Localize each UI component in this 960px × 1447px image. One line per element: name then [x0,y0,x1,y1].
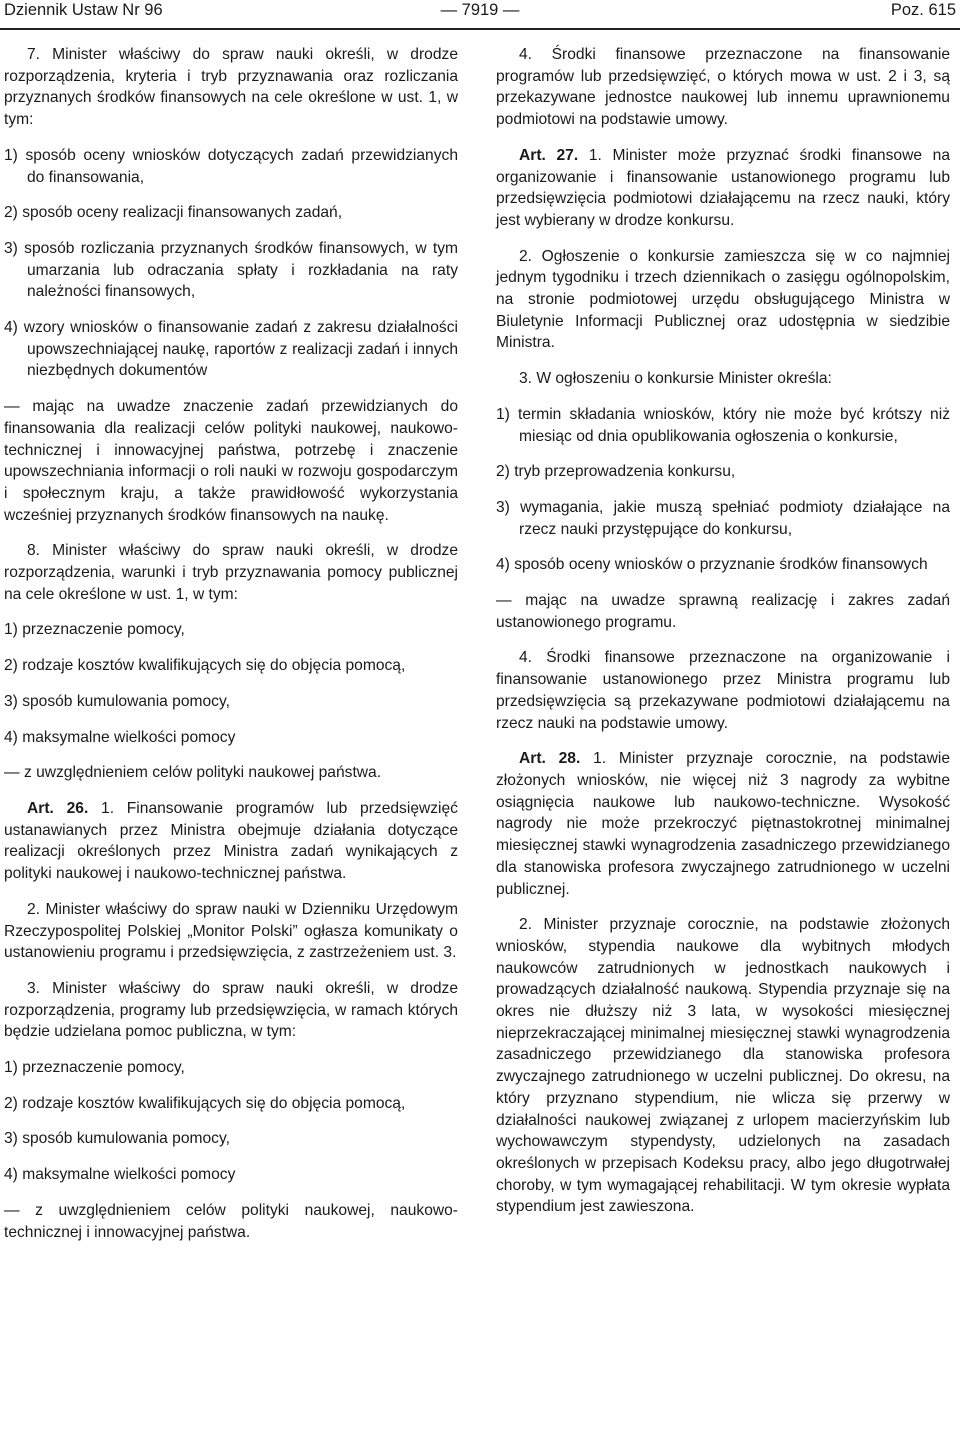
list-item: 3) sposób rozliczania przyznanych środków finansowych, w tym umarzania lub odraczania spłaty i rozkładania na raty należności finansowych, [4,239,458,301]
list-item: 1) przeznaczenie pomocy, [4,621,185,639]
article-28-label: Art. 28. [519,750,581,768]
article-27-label: Art. 27. [519,146,579,164]
list-item: 4) sposób oceny wniosków o przyznanie środków finansowych [496,556,928,574]
paragraph-8: 8. Minister właściwy do spraw nauki określi, w drodze rozporządzenia, warunki i tryb przyznawania pomocy publicznej na cele określone w ust. 1, w tym: [4,542,458,603]
article-26-paragraph-2: 2. Minister właściwy do spraw nauki w Dzienniku Urzędowym Rzeczypospolitej Polskiej „Monitor Polski” ogłasza komunikaty o ustanowieniu programu i przedsięwzięcia, z zastrzeżeniem ust. 3. [4,900,458,962]
left-column [4,44,458,1257]
list-item: 1) termin składania wniosków, który nie może być krótszy niż miesiąc od dnia opublikowania ogłoszenia o konkursie, [496,405,950,445]
dash-clause: — z uwzględnieniem celów polityki naukowej państwa. [4,762,458,784]
article-28-paragraph-1 [496,748,950,900]
list-item: 2) rodzaje kosztów kwalifikujących się do objęcia pomocą, [4,1094,406,1112]
page-header [0,0,960,28]
list-item: 1) przeznaczenie pomocy, [4,1059,185,1077]
list-item: 3) sposób kumulowania pomocy, [4,692,230,710]
article-27-text: 1. Minister może przyznać środki finansowe na organizowanie i finansowanie ustanowionego programu lub przedsięwzięcia podmiotowi działającemu na rzecz nauki, który jest wybierany w drodze konkursu. [496,146,950,229]
list-item: 3) wymagania, jakie muszą spełniać podmioty działające na rzecz nauki przystępujące do konkursu, [496,498,950,538]
position-number: Poz. 615 [890,1,956,19]
article-27-paragraph-3: 3. W ogłoszeniu o konkursie Minister określa: [519,370,832,388]
article-26-paragraph-4: 4. Środki finansowe przeznaczone na finansowanie programów lub przedsięwzięć, o których mowa w ust. 2 i 3, są przekazywane jednostce naukowej lub innemu uprawnionemu podmiotowi na podstawie umowy. [496,46,950,129]
list-item: 2) rodzaje kosztów kwalifikujących się do objęcia pomocą, [4,657,406,675]
list-item: 3) sposób kumulowania pomocy, [4,1130,230,1148]
list-item: 4) wzory wniosków o finansowanie zadań z zakresu działalności upowszechniającej naukę, raportów z realizacji zadań i innych niezbędnych dokumentów [4,319,458,380]
dash-clause: — mając na uwadze sprawną realizację i zakres zadań ustanowionego programu. [496,590,950,633]
article-27-paragraph-2: 2. Ogłoszenie o konkursie zamieszcza się w co najmniej jednym tygodniku i trzech dziennikach o zasięgu ogólnopolskim, na stronie podmiotowej urzędu obsługującego Ministra w Biuletynie Informacji Publicznej oraz udostępnia w siedzibie Ministra. [496,247,950,352]
paragraph-7: 7. Minister właściwy do spraw nauki określi, w drodze rozporządzenia, kryteria i tryb przyznawania oraz rozliczania przyznanych środków finansowych na cele określone w ust. 1, w tym: [4,46,458,129]
article-28-paragraph-2: 2. Minister przyznaje corocznie, na podstawie złożonych wniosków, stypendia naukowe dla wybitnych młodych naukowców zatrudnionych w jednostkach naukowych i prowadzących działalność naukową. Stypendia przyznaje się na okres nie dłuższy niż 3 lata, w wysokości miesięcznej nieprzekraczającej minimalnej miesięcznej stawki wynagrodzenia zasadniczego przewidzianego dla stanowiska profesora zwyczajnego zatrudnionego w uczelni publicznej. Do okresu, na który przyznano stypendium, nie wlicza się przerwy w działalności naukowej związanej z urlopem macierzyńskim lub wychowawczym stypendysty, udzielonych na zasadach określonych w przepisach Kodeksu pracy, albo jego długotrwałej choroby, w tym wymagającej rehabilitacji. W tym okresie wypłata stypendium jest zawieszona. [496,916,950,1216]
article-27-paragraph-1 [496,145,950,232]
article-27-paragraph-4: 4. Środki finansowe przeznaczone na organizowanie i finansowanie ustanowionego przez Ministra programu lub przedsięwzięcia są przekazywane podmiotowi działającemu na rzecz nauki na podstawie umowy. [496,649,950,732]
list-item: 2) sposób oceny realizacji finansowanych zadań, [4,204,343,222]
article-26-text: 1. Finansowanie programów lub przedsięwzięć ustanawianych przez Ministra obejmuje działania dotyczące realizacji określonych przez Ministra zadań wynikających z polityki naukowej i naukowo-technicznej państwa. [4,799,458,883]
list-item: 4) maksymalne wielkości pomocy [4,1166,236,1184]
page-number: — 7919 — [440,1,520,19]
list-item: 2) tryb przeprowadzenia konkursu, [496,463,736,481]
article-26-paragraph-3: 3. Minister właściwy do spraw nauki określi, w drodze rozporządzenia, programy lub przedsięwzięcia, w ramach których będzie udzielana pomoc publiczna, w tym: [4,979,458,1041]
article-26-paragraph-1 [4,798,458,885]
header-rule [0,28,960,30]
list-item: 1) sposób oceny wniosków dotyczących zadań przewidzianych do finansowania, [4,146,458,186]
article-28-text: 1. Minister przyznaje corocznie, na podstawie złożonych wniosków, nie więcej niż 3 nagrody za wybitne osiągnięcia naukowe lub naukowo-techniczne. Wysokość nagrody nie może przekroczyć piętnastokrotnej minimalnej miesięcznej stawki wynagrodzenia zasadniczego przewidzianego dla stanowiska profesora zwyczajnego zatrudnionego w uczelni publicznej. [496,750,951,898]
article-26-label: Art. 26. [27,799,89,817]
right-column [496,44,950,1232]
dash-clause: — mając na uwadze znaczenie zadań przewidzianych do finansowania dla realizacji celów polityki naukowej, naukowo-technicznej i innowacyjnej państwa, potrzebę i znaczenie upowszechniania informacji o roli nauki w rozwoju gospodarczym i społecznym kraju, a także prawidłowość wykorzystania wcześniej przyznanych środków finansowych na naukę. [4,396,458,526]
dash-clause: — z uwzględnieniem celów polityki naukowej, naukowo-technicznej i innowacyjnej państwa. [4,1200,458,1243]
publication-title: Dziennik Ustaw Nr 96 [4,1,163,19]
list-item: 4) maksymalne wielkości pomocy [4,728,236,746]
